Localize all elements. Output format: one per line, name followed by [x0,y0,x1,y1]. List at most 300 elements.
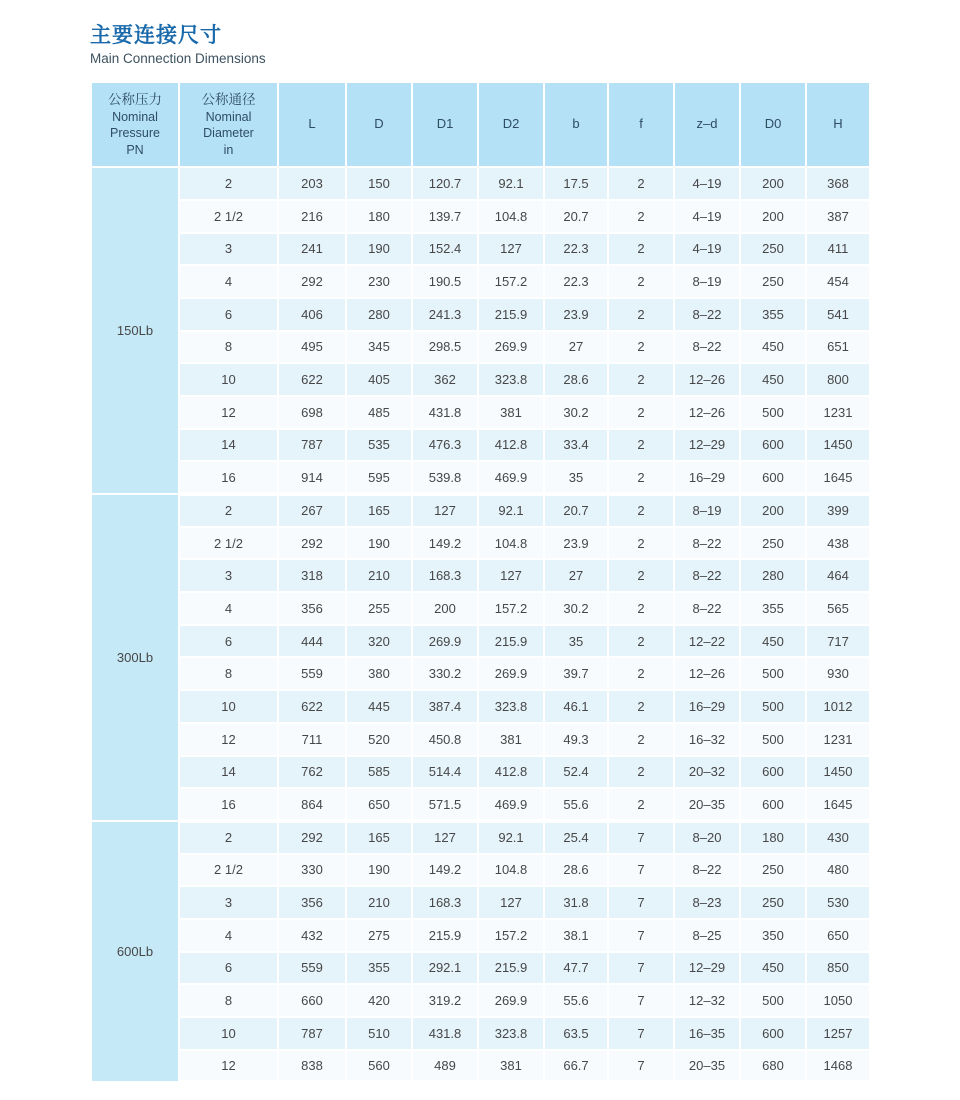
dimension-cell: 12–29 [674,429,740,462]
col-header-zd: z–d [674,82,740,167]
dimension-cell: 559 [278,952,346,985]
dimension-cell: 510 [346,1017,412,1050]
dimension-cell: 585 [346,756,412,789]
dimension-cell: 800 [806,363,870,396]
dimension-cell: 2 [608,429,674,462]
dimension-cell: 355 [740,298,806,331]
table-row [91,788,870,821]
dimension-cell: 2 [608,690,674,723]
dimension-cell: 46.1 [544,690,608,723]
dimension-cell: 450 [740,625,806,658]
dimension-cell: 355 [740,592,806,625]
dimension-cell: 55.6 [544,984,608,1017]
dimension-cell: 4–19 [674,167,740,200]
dimension-cell: 28.6 [544,363,608,396]
diameter-cell: 3 [179,233,278,266]
dimension-cell: 600 [740,756,806,789]
dimension-cell: 280 [740,559,806,592]
dimension-cell: 180 [346,200,412,233]
dimension-cell: 405 [346,363,412,396]
dimension-cell: 2 [608,625,674,658]
dimension-cell: 345 [346,331,412,364]
diameter-cell: 16 [179,461,278,494]
dimension-cell: 2 [608,331,674,364]
dimension-cell: 323.8 [478,363,544,396]
dimension-cell: 622 [278,363,346,396]
table-row [91,265,870,298]
dimension-cell: 698 [278,396,346,429]
dimension-cell: 8–22 [674,592,740,625]
dimension-cell: 600 [740,788,806,821]
table-row [91,167,870,200]
dimension-cell: 571.5 [412,788,478,821]
dimension-cell: 1231 [806,723,870,756]
col-header-pressure-zh: 公称压力 [108,92,162,108]
dimension-cell: 600 [740,1017,806,1050]
dimension-cell: 149.2 [412,527,478,560]
dimension-cell: 323.8 [478,690,544,723]
dimension-cell: 20.7 [544,494,608,527]
dimension-cell: 320 [346,625,412,658]
dimension-cell: 203 [278,167,346,200]
dimension-cell: 47.7 [544,952,608,985]
dimension-cell: 454 [806,265,870,298]
diameter-cell: 14 [179,429,278,462]
table-row [91,363,870,396]
dimension-cell: 381 [478,396,544,429]
dimension-cell: 216 [278,200,346,233]
dimension-cell: 215.9 [478,298,544,331]
dimension-cell: 356 [278,886,346,919]
dimension-cell: 1050 [806,984,870,1017]
table-row [91,592,870,625]
dimension-cell: 12–22 [674,625,740,658]
dimension-cell: 412.8 [478,429,544,462]
dimension-cell: 450 [740,363,806,396]
dimension-cell: 16–29 [674,690,740,723]
dimension-cell: 2 [608,200,674,233]
dimension-cell: 387 [806,200,870,233]
dimension-cell: 35 [544,461,608,494]
dimension-cell: 12–32 [674,984,740,1017]
dimension-cell: 787 [278,429,346,462]
dimension-cell: 215.9 [478,952,544,985]
dimension-cell: 330 [278,854,346,887]
dimension-cell: 30.2 [544,592,608,625]
dimension-cell: 1645 [806,461,870,494]
dimension-cell: 368 [806,167,870,200]
dimension-cell: 104.8 [478,200,544,233]
dimension-cell: 275 [346,919,412,952]
table-row [91,886,870,919]
dimension-cell: 600 [740,429,806,462]
table-row [91,690,870,723]
dimension-cell: 595 [346,461,412,494]
dimension-cell: 450 [740,952,806,985]
dimension-cell: 1468 [806,1050,870,1083]
dimension-cell: 500 [740,984,806,1017]
col-header-diameter: 公称通径 Nominal Diameter in [179,82,278,167]
diameter-cell: 10 [179,690,278,723]
dimension-cell: 23.9 [544,298,608,331]
dimension-cell: 7 [608,854,674,887]
col-header-H: H [806,82,870,167]
dimension-cell: 8–20 [674,821,740,854]
dimension-cell: 157.2 [478,919,544,952]
table-row [91,494,870,527]
dimension-cell: 622 [278,690,346,723]
dimension-cell: 489 [412,1050,478,1083]
dimension-cell: 530 [806,886,870,919]
dimension-cell: 387.4 [412,690,478,723]
dimension-cell: 292 [278,527,346,560]
diameter-cell: 8 [179,331,278,364]
dimension-cell: 8–22 [674,559,740,592]
dimension-cell: 650 [346,788,412,821]
dimension-cell: 267 [278,494,346,527]
dimension-cell: 210 [346,559,412,592]
dimension-cell: 2 [608,167,674,200]
table-row [91,984,870,1017]
dimension-cell: 8–22 [674,854,740,887]
table-row [91,233,870,266]
dimension-cell: 560 [346,1050,412,1083]
dimension-cell: 190 [346,527,412,560]
table-row [91,331,870,364]
dimension-cell: 52.4 [544,756,608,789]
dimension-cell: 38.1 [544,919,608,952]
dimension-cell: 7 [608,919,674,952]
dimension-cell: 250 [740,265,806,298]
diameter-cell: 4 [179,919,278,952]
dimension-cell: 255 [346,592,412,625]
dimension-cell: 2 [608,657,674,690]
dimension-cell: 104.8 [478,854,544,887]
dimension-cell: 25.4 [544,821,608,854]
dimension-cell: 711 [278,723,346,756]
dimension-cell: 20–32 [674,756,740,789]
dimension-cell: 215.9 [412,919,478,952]
table-row [91,298,870,331]
dimension-cell: 190.5 [412,265,478,298]
dimension-cell: 292 [278,821,346,854]
dimension-cell: 27 [544,559,608,592]
dimension-cell: 500 [740,657,806,690]
dimension-cell: 104.8 [478,527,544,560]
dimension-cell: 1450 [806,756,870,789]
dimension-cell: 600 [740,461,806,494]
dimension-cell: 541 [806,298,870,331]
dimension-cell: 7 [608,886,674,919]
dimension-cell: 92.1 [478,494,544,527]
dimension-cell: 269.9 [478,984,544,1017]
dimension-cell: 39.7 [544,657,608,690]
dimension-cell: 2 [608,363,674,396]
dimension-cell: 500 [740,723,806,756]
diameter-cell: 6 [179,952,278,985]
diameter-cell: 8 [179,657,278,690]
pressure-group-cell: 150Lb [91,167,179,494]
diameter-cell: 16 [179,788,278,821]
dimension-cell: 165 [346,494,412,527]
dimension-cell: 565 [806,592,870,625]
dimension-cell: 190 [346,854,412,887]
dimension-cell: 2 [608,494,674,527]
dimension-cell: 420 [346,984,412,1017]
dimension-cell: 535 [346,429,412,462]
dimension-cell: 200 [412,592,478,625]
diameter-cell: 3 [179,886,278,919]
diameter-cell: 4 [179,592,278,625]
table-row [91,1050,870,1083]
col-header-D0: D0 [740,82,806,167]
dimension-cell: 92.1 [478,821,544,854]
dimension-cell: 2 [608,298,674,331]
dimension-cell: 838 [278,1050,346,1083]
dimension-cell: 230 [346,265,412,298]
dimension-cell: 787 [278,1017,346,1050]
dimension-cell: 539.8 [412,461,478,494]
dimension-cell: 157.2 [478,592,544,625]
dimension-cell: 1257 [806,1017,870,1050]
diameter-cell: 12 [179,1050,278,1083]
dimension-cell: 430 [806,821,870,854]
col-header-D1: D1 [412,82,478,167]
dimension-cell: 476.3 [412,429,478,462]
dimension-cell: 168.3 [412,559,478,592]
dimension-cell: 165 [346,821,412,854]
col-header-D2: D2 [478,82,544,167]
col-header-f: f [608,82,674,167]
dimension-cell: 1450 [806,429,870,462]
dimension-cell: 4–19 [674,233,740,266]
dimension-cell: 20.7 [544,200,608,233]
dimension-cell: 406 [278,298,346,331]
dimension-cell: 8–22 [674,298,740,331]
dimension-cell: 63.5 [544,1017,608,1050]
dimension-cell: 412.8 [478,756,544,789]
dimension-cell: 152.4 [412,233,478,266]
table-row [91,657,870,690]
dimension-cell: 1231 [806,396,870,429]
dimension-cell: 210 [346,886,412,919]
diameter-cell: 10 [179,363,278,396]
dimension-cell: 680 [740,1050,806,1083]
dimension-cell: 31.8 [544,886,608,919]
dimension-cell: 292.1 [412,952,478,985]
dimension-cell: 12–26 [674,657,740,690]
dimension-cell: 150 [346,167,412,200]
dimension-cell: 22.3 [544,233,608,266]
dimension-cell: 2 [608,723,674,756]
pressure-group-cell: 600Lb [91,821,179,1083]
dimension-cell: 280 [346,298,412,331]
table-header-row [91,82,870,167]
dimension-cell: 190 [346,233,412,266]
dimension-cell: 92.1 [478,167,544,200]
diameter-cell: 12 [179,396,278,429]
dimension-cell: 7 [608,821,674,854]
table-row [91,952,870,985]
table-row [91,527,870,560]
dimension-cell: 250 [740,854,806,887]
dimension-cell: 127 [412,494,478,527]
col-header-D: D [346,82,412,167]
table-row [91,854,870,887]
diameter-cell: 2 [179,167,278,200]
dimension-cell: 318 [278,559,346,592]
dimension-cell: 139.7 [412,200,478,233]
dimension-cell: 350 [740,919,806,952]
dimension-cell: 2 [608,559,674,592]
dimension-cell: 330.2 [412,657,478,690]
dimension-cell: 399 [806,494,870,527]
dimension-cell: 850 [806,952,870,985]
dimension-cell: 450 [740,331,806,364]
dimension-cell: 33.4 [544,429,608,462]
diameter-cell: 12 [179,723,278,756]
dimension-cell: 17.5 [544,167,608,200]
dimension-cell: 469.9 [478,461,544,494]
dimension-cell: 23.9 [544,527,608,560]
table-row [91,559,870,592]
dimension-cell: 16–32 [674,723,740,756]
dimension-cell: 4–19 [674,200,740,233]
table-row [91,723,870,756]
dimension-cell: 120.7 [412,167,478,200]
dimension-cell: 12–29 [674,952,740,985]
dimension-cell: 200 [740,494,806,527]
page-title: 主要连接尺寸 [90,24,222,47]
dimension-cell: 8–22 [674,331,740,364]
dimension-cell: 22.3 [544,265,608,298]
dimension-cell: 250 [740,233,806,266]
dimension-cell: 514.4 [412,756,478,789]
table-row [91,756,870,789]
diameter-cell: 14 [179,756,278,789]
dimension-cell: 2 [608,592,674,625]
dimension-cell: 298.5 [412,331,478,364]
dimension-cell: 168.3 [412,886,478,919]
dimension-cell: 12–26 [674,363,740,396]
diameter-cell: 2 [179,821,278,854]
dimension-cell: 500 [740,690,806,723]
table-row [91,200,870,233]
dimension-cell: 559 [278,657,346,690]
diameter-cell: 3 [179,559,278,592]
dimension-cell: 28.6 [544,854,608,887]
dimension-cell: 269.9 [478,657,544,690]
dimension-cell: 157.2 [478,265,544,298]
table-row [91,1017,870,1050]
dimension-cell: 127 [478,886,544,919]
table-row [91,919,870,952]
dimension-cell: 7 [608,1017,674,1050]
dimension-cell: 380 [346,657,412,690]
dimension-cell: 660 [278,984,346,1017]
dimension-cell: 355 [346,952,412,985]
dimension-cell: 20–35 [674,1050,740,1083]
dimension-cell: 469.9 [478,788,544,821]
dimension-cell: 16–35 [674,1017,740,1050]
table-row [91,821,870,854]
dimension-cell: 651 [806,331,870,364]
dimensions-table [90,81,871,1084]
dimension-cell: 2 [608,527,674,560]
dimension-cell: 215.9 [478,625,544,658]
diameter-cell: 10 [179,1017,278,1050]
dimension-cell: 432 [278,919,346,952]
diameter-cell: 2 1/2 [179,854,278,887]
dimension-cell: 8–19 [674,494,740,527]
diameter-cell: 6 [179,298,278,331]
table-row [91,461,870,494]
dimension-cell: 55.6 [544,788,608,821]
dimension-cell: 381 [478,1050,544,1083]
dimension-cell: 717 [806,625,870,658]
dimension-cell: 20–35 [674,788,740,821]
dimension-cell: 480 [806,854,870,887]
diameter-cell: 6 [179,625,278,658]
dimension-cell: 269.9 [478,331,544,364]
dimension-cell: 444 [278,625,346,658]
dimension-cell: 7 [608,952,674,985]
dimension-cell: 269.9 [412,625,478,658]
dimension-cell: 149.2 [412,854,478,887]
diameter-cell: 2 1/2 [179,200,278,233]
dimension-cell: 35 [544,625,608,658]
dimension-cell: 464 [806,559,870,592]
diameter-cell: 4 [179,265,278,298]
dimension-cell: 762 [278,756,346,789]
diameter-cell: 2 1/2 [179,527,278,560]
dimension-cell: 485 [346,396,412,429]
dimension-cell: 445 [346,690,412,723]
dimension-cell: 2 [608,265,674,298]
dimension-cell: 431.8 [412,396,478,429]
table-row [91,429,870,462]
col-header-b: b [544,82,608,167]
page-subtitle: Main Connection Dimensions [90,51,266,67]
dimension-cell: 8–19 [674,265,740,298]
dimension-cell: 914 [278,461,346,494]
dimension-cell: 1645 [806,788,870,821]
dimension-cell: 2 [608,233,674,266]
dimension-cell: 49.3 [544,723,608,756]
dimension-cell: 200 [740,167,806,200]
dimension-cell: 8–22 [674,527,740,560]
dimension-cell: 2 [608,788,674,821]
table-body [91,167,870,1082]
dimension-cell: 520 [346,723,412,756]
dimension-cell: 66.7 [544,1050,608,1083]
dimension-cell: 323.8 [478,1017,544,1050]
dimension-cell: 450.8 [412,723,478,756]
pressure-group-cell: 300Lb [91,494,179,821]
dimension-cell: 27 [544,331,608,364]
dimension-cell: 30.2 [544,396,608,429]
dimension-cell: 864 [278,788,346,821]
dimension-cell: 16–29 [674,461,740,494]
dimension-cell: 431.8 [412,1017,478,1050]
dimension-cell: 127 [478,233,544,266]
dimension-cell: 2 [608,396,674,429]
col-header-diameter-zh: 公称通径 [201,92,256,108]
dimension-cell: 241.3 [412,298,478,331]
col-header-L: L [278,82,346,167]
dimension-cell: 180 [740,821,806,854]
dimension-cell: 1012 [806,690,870,723]
